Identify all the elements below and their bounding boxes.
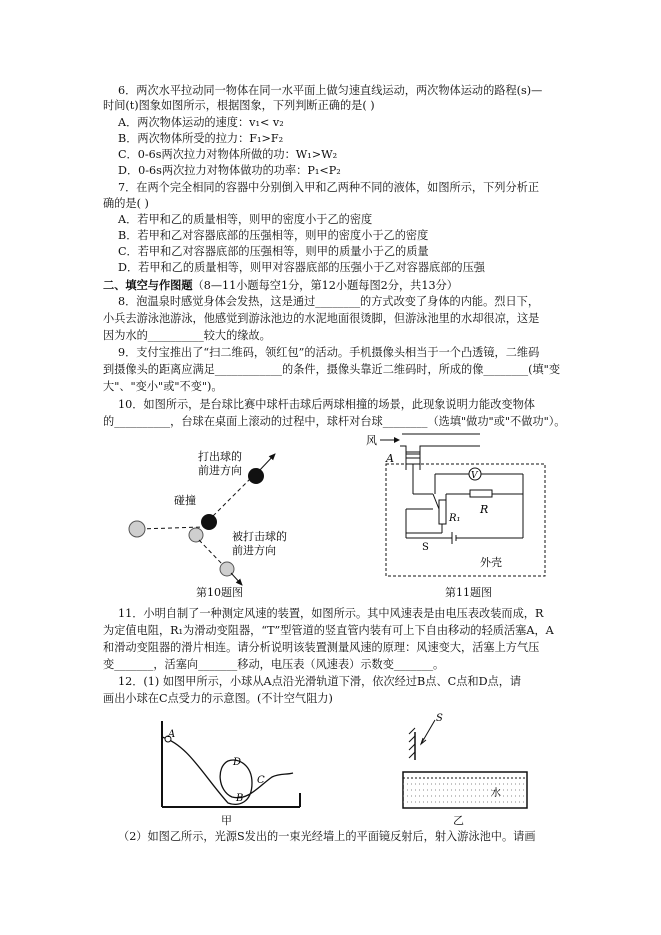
q7-stem-line1: 7．在两个完全相同的容器中分别倒入甲和乙两种不同的液体，如图所示，下列分析正: [118, 181, 540, 194]
fig10-out-label-2: 前进方向: [198, 464, 242, 477]
target-ball: [201, 514, 217, 530]
q12-line2: 画出小球在C点受力的示意图。(不计空气阻力): [103, 692, 333, 705]
figure-11-caption: 第11题图: [445, 586, 492, 599]
q6-option-b: B．两次物体所受的拉力：F₁>F₂: [118, 132, 284, 145]
q12-line1: 12．(1) 如图甲所示，小球从A点沿光滑轨道下滑，依次经过B点、C点和D点，请: [118, 675, 522, 688]
fig12-d-label: D: [233, 757, 242, 768]
cue-ball-at-collision: [189, 528, 203, 542]
section-2-title: 二、填空与作图题: [103, 278, 193, 292]
fig12-s-label: S: [436, 713, 443, 724]
track-curve: [162, 737, 293, 804]
fig12-b-label: B: [236, 793, 244, 804]
q7-option-a: A．若甲和乙的质量相等，则甲的密度小于乙的密度: [118, 213, 373, 226]
q6-stem-line2: 时间(t)图象如图所示，根据图象，下列判断正确的是( ): [103, 99, 375, 112]
wall-hatch-3: [409, 744, 415, 750]
q8-line2: 小兵去游泳池游泳，他感觉到游泳池边的水泥地面很烫脚，但游泳池里的水却很凉，这是: [103, 312, 540, 325]
struck-ball-path: [213, 477, 252, 516]
q9-line3: 大"、"变小"或"不变")。: [103, 380, 223, 393]
q11-line4: 变_______，活塞向_______移动，电压表（风速表）示数变_______。: [103, 658, 445, 671]
fig11-r-label: R: [480, 503, 489, 516]
struck-ball-arrow: [258, 454, 275, 472]
fig10-collide-label: 碰撞: [174, 494, 196, 507]
rheostat-slider: [433, 494, 439, 509]
q11-line2: 为定值电阻，R₁为滑动变阻器，“T”型管道的竖直管内装有可上下自由移动的轻质活塞A，A: [103, 624, 554, 637]
fig11-shell-label: 外壳: [480, 556, 502, 569]
q6-stem-line1: 6．两次水平拉动同一物体在同一水平面上做匀速直线运动，两次物体运动的路程(s)—: [118, 84, 543, 97]
q8-line3: 因为水的__________较大的缘故。: [103, 329, 271, 342]
fig10-hit-label-1: 被打击球的: [232, 530, 287, 543]
q7-option-b: B．若甲和乙对容器底部的压强相等，则甲的密度小于乙的密度: [118, 229, 429, 242]
shell-box: [386, 464, 545, 576]
fig11-s-label: S: [422, 542, 429, 553]
q7-option-c: C．若甲和乙对容器底部的压强相等，则甲的质量小于乙的质量: [118, 245, 429, 258]
cue-ball-start: [129, 521, 145, 537]
wind-arrow-head: [394, 437, 400, 443]
cue-ball-deflect-path: [199, 540, 223, 565]
wall-hatch-1: [409, 728, 415, 734]
q6-option-d: D．0-6s两次拉力对物体做功的功率：P₁<P₂: [118, 164, 341, 177]
figure-12-yi-caption: 乙: [453, 814, 464, 827]
fig10-out-label-1: 打出球的: [198, 450, 242, 463]
fig10-hit-label-2: 前进方向: [232, 544, 276, 557]
q7-option-d: D．若甲和乙的质量相等，则甲对容器底部的压强小于乙对容器底部的压强: [118, 261, 485, 274]
wall-hatch-4: [409, 752, 415, 758]
section-2-heading: [103, 278, 458, 293]
q9-line2: 到摄像头的距离应满足____________的条件，摄像头靠近二维码时，所成的像________(填"变: [103, 363, 561, 376]
figure-12-jia-track: [148, 715, 308, 815]
figure-11-wind-speed-device: [366, 430, 560, 590]
pool-container: [403, 772, 527, 808]
q6-option-a: A．两次物体运动的速度：v₁< v₂: [118, 116, 284, 129]
rheostat-r1: [439, 500, 446, 524]
figure-12-yi-pool: [395, 712, 535, 812]
fig11-r1-label: R₁: [449, 513, 461, 524]
q10-line2: 的__________，台球在桌面上滚动的过程中，球杆对台球________（选填"做功"或"不做功"）。: [103, 415, 566, 428]
q11-line3: 和滑动变阻器的滑片相连。请分析说明该装置测量风速的原理：风速变大，活塞上方气压: [103, 641, 540, 654]
fig11-a-label: A: [386, 452, 394, 465]
q12-part2-line1: （2）如图乙所示，光源S发出的一束光经墙上的平面镜反射后，射入游泳池中。请画: [118, 830, 536, 843]
q8-line1: 8．泡温泉时感觉身体会发热，这是通过________的方式改变了身体的内能。烈日下，: [118, 295, 540, 308]
figure-12-jia-caption: 甲: [221, 814, 232, 827]
fig12-c-label: C: [257, 775, 265, 786]
fig11-wind-label: 风: [366, 434, 377, 447]
q7-stem-line2: 确的是( ): [103, 197, 149, 210]
section-2-note: （8—11小题每空1分，第12小题每图2分，共13分）: [192, 279, 458, 292]
light-ray: [421, 720, 435, 744]
fig12-a-label: A: [168, 729, 176, 740]
q6-option-c: C．0-6s两次拉力对物体所做的功：W₁>W₂: [118, 148, 338, 161]
q10-line1: 10．如图所示，是台球比赛中球杆击球后两球相撞的场景，此现象说明力能改变物体: [118, 398, 535, 411]
struck-ball-end: [248, 468, 264, 484]
fig12-water-label: 水: [491, 788, 501, 799]
resistor-r: [470, 490, 492, 497]
q9-line1: 9．支付宝推出了“扫二维码，领红包”的活动。手机摄像头相当于一个凸透镜，二维码: [118, 346, 540, 359]
q11-line1: 11．小明自制了一种测定风速的装置，如图所示。其中风速表是由电压表改装而成，R: [118, 607, 544, 620]
figure-10-caption: 第10题图: [196, 586, 243, 599]
fig11-v-label: V: [471, 471, 478, 481]
wall-hatch-2: [409, 736, 415, 742]
